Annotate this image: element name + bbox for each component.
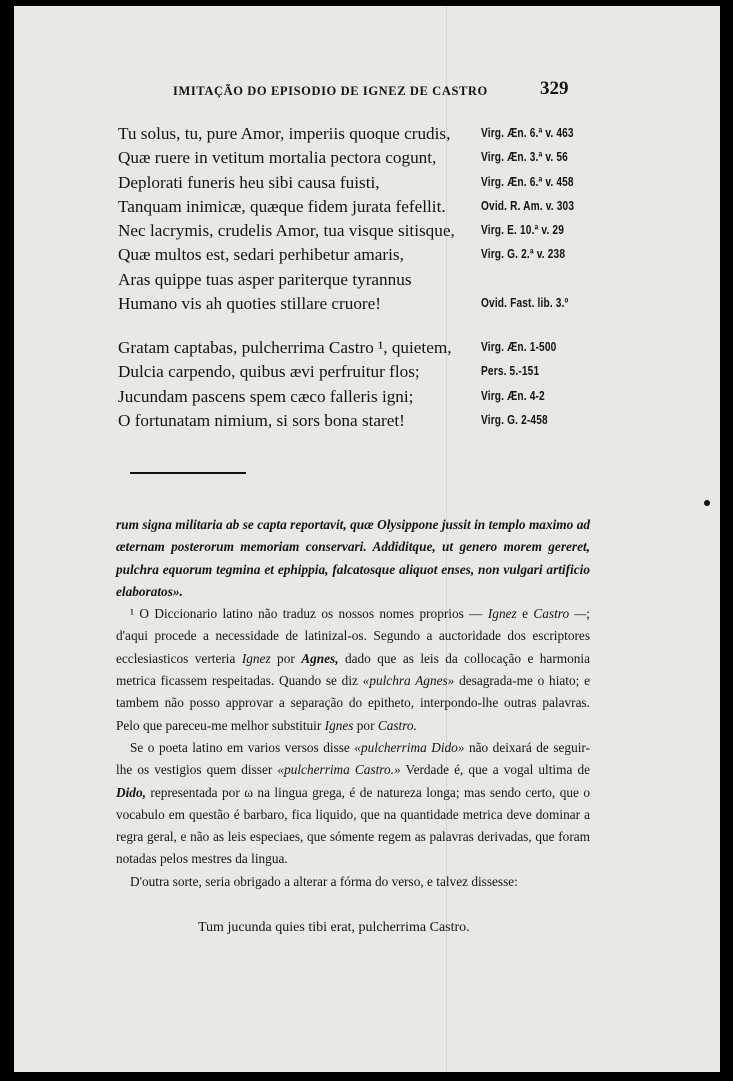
verse-text: O fortunatam nimium, si sors bona staret! (118, 410, 405, 430)
verse-reference: Virg. G. 2-458 (481, 411, 548, 427)
verse-reference: Virg. Æn. 3.ª v. 56 (481, 149, 568, 165)
verse-reference: Virg. E. 10.ª v. 29 (481, 222, 565, 238)
page-number: 329 (540, 78, 569, 99)
book-page (14, 6, 720, 1072)
verse-reference: Virg. Æn. 1-500 (481, 339, 557, 354)
verse-text: Aras quippe tuas asper pariterque tyrannus (118, 269, 412, 289)
verse-text: Tu solus, tu, pure Amor, imperiis quoque crudis, (118, 124, 451, 143)
note-text: ; d'aqui procede a necessidade de latinizal-os. Segundo a auctoridade dos escriptores ecclesiasticos verteria (116, 606, 590, 666)
note-text: representada por ω na lingua grega, é de natureza longa; mas sendo certo, que o vocabulo em questão é barbaro, fica liquido, que na quantidade metrica deve dominar a regra geral, e não as leis especiaes, que sómente regem as palavras derivadas, que foram notadas pelos mestres da lingua. (116, 784, 591, 867)
verse-text: Gratam captabas, pulcherrima Castro ¹, quietem, (118, 338, 452, 357)
verse-line (118, 124, 678, 148)
verse-line (118, 221, 678, 245)
note-continuation: rum signa militaria ab se capta reportavit, quæ Olysippone jussit in templo maximo ad æternam posterorum memoriam conservari. Addiditque, ut genero morem gereret, pulchra equorum tegmina et ephippia, falcatosque aliquot enses, non vulgari artificio elaboratos». (116, 517, 590, 599)
verse-line (118, 411, 678, 435)
ink-dot (704, 500, 710, 506)
note-italic: Ignez (487, 606, 517, 622)
verse-reference: Pers. 5.-151 (481, 363, 540, 379)
note-text: por (356, 717, 375, 733)
note-italic: Agnes, (301, 650, 339, 666)
verse-block-1 (118, 124, 678, 318)
verse-line (118, 294, 678, 318)
verse-text: Dulcia carpendo, quibus ævi perfruitur flos; (118, 362, 420, 382)
note-italic: Castro. (377, 717, 417, 733)
note-italic: Ignes (324, 717, 354, 733)
verse-line (118, 362, 678, 386)
verse-line (118, 173, 678, 197)
footnote-rule (130, 472, 246, 474)
note-text: desagrada-me o hiato; e tambem não posso approvar a separação do epitheto, interpondo-lhe outras palavras. Pelo que pareceu-me melhor substituir (116, 673, 590, 733)
verse-line (118, 245, 678, 269)
note-text: ¹ O Diccionario latino não traduz os nossos nomes proprios — (130, 606, 483, 622)
verse-line (118, 270, 678, 294)
verse-text: Humano vis ah quoties stillare cruore! (118, 294, 381, 314)
note-text: dado que as leis da collocação e harmonia metrica ficassem respeitadas. Quando se diz (116, 650, 590, 689)
note-paragraph (116, 737, 590, 871)
note-italic: Dido, (116, 784, 146, 800)
page-header (14, 78, 720, 104)
note-italic: «pulcherrima Castro.» (277, 762, 401, 778)
note-italic: Ignez (241, 650, 271, 666)
verse-reference: Virg. Æn. 6.ª v. 463 (481, 125, 574, 140)
verse-reference: Virg. G. 2.ª v. 238 (481, 246, 566, 262)
note-paragraph: D'outra sorte, seria obrigado a alterar a fórma do verso, e talvez dissesse: (130, 873, 518, 889)
verse-text: Jucundam pascens spem cæco falleris igni; (118, 386, 414, 406)
verse-text: Quæ multos est, sedari perhibetur amaris, (118, 245, 404, 265)
verse-reference: Virg. Æn. 6.ª v. 458 (481, 173, 574, 189)
verse-line (118, 338, 678, 362)
verse-text: Quæ ruere in vetitum mortalia pectora cogunt, (118, 148, 437, 168)
verse-line (118, 148, 678, 172)
note-text: não deixará de seguir-lhe os vestigios quem disser (116, 739, 590, 778)
footnote-1 (116, 603, 590, 737)
verse-reference: Ovid. Fast. lib. 3.º (481, 295, 569, 311)
verse-line (118, 197, 678, 221)
verse-text: Nec lacrymis, crudelis Amor, tua visque sitisque, (118, 221, 455, 241)
verse-text: Tanquam inimicæ, quæque fidem jurata fefellit. (118, 196, 446, 216)
note-italic: Castro — (533, 606, 587, 622)
verse-line (118, 387, 678, 411)
note-text: por (277, 650, 295, 666)
example-verse: Tum jucunda quies tibi erat, pulcherrima Castro. (198, 920, 470, 935)
note-italic: «pulchra Agnes» (362, 673, 455, 689)
verse-reference: Virg. Æn. 4-2 (481, 387, 545, 403)
running-title: IMITAÇÃO DO EPISODIO DE IGNEZ DE CASTRO (173, 84, 488, 98)
note-text: Verdade é, que a vogal ultima de (405, 762, 590, 778)
footnotes (116, 514, 590, 893)
note-text: Se o poeta latino em varios versos disse (130, 739, 350, 755)
note-text: e (522, 606, 528, 622)
verse-block-2 (118, 338, 678, 435)
note-italic: «pulcherrima Dido» (354, 739, 465, 755)
verse-text: Deplorati funeris heu sibi causa fuisti, (118, 172, 380, 192)
verse-reference: Ovid. R. Am. v. 303 (481, 197, 575, 213)
